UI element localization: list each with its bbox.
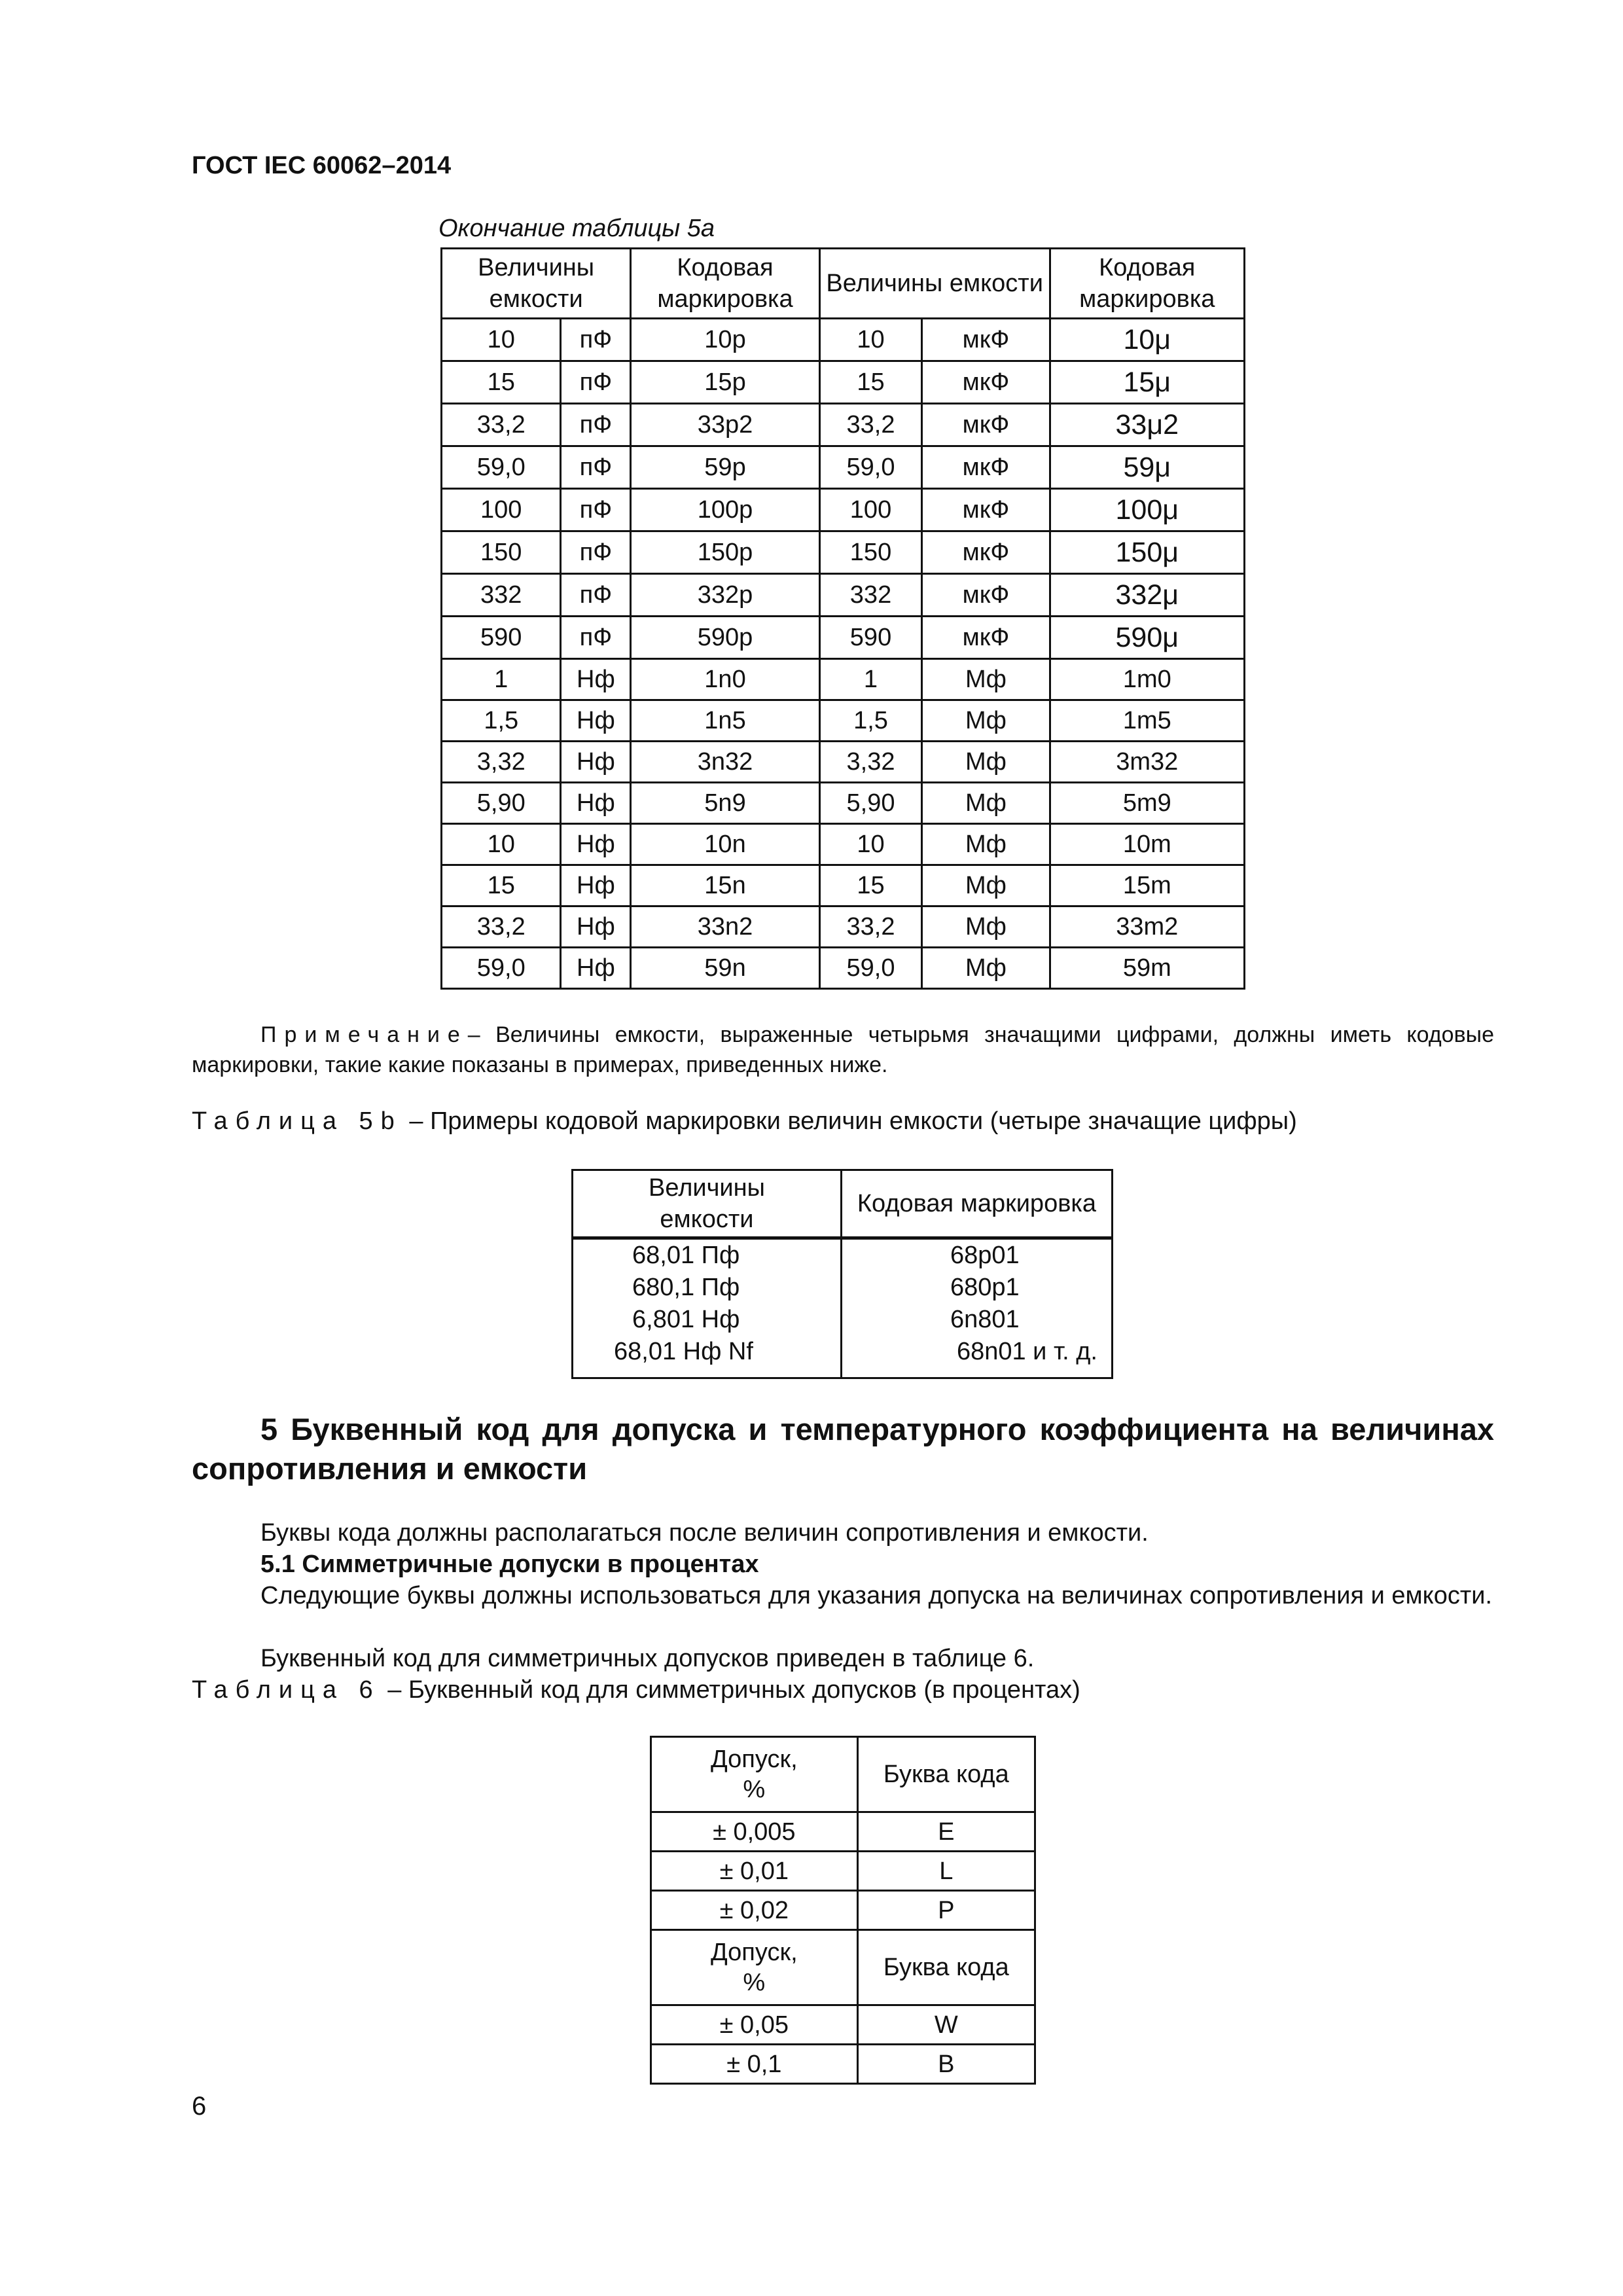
table-5a-cell: 3n32 (631, 742, 819, 783)
table-5a-cell: пФ (561, 361, 631, 404)
table-5a-cell: Нф (561, 659, 631, 700)
table-5a-cell: 15 (819, 865, 922, 906)
table-6-header-tolerance: Допуск, % (651, 1930, 858, 2005)
table-5a-cell: 33p2 (631, 404, 819, 446)
table-5a-row (442, 531, 1245, 574)
table-5a-cell: 100 (442, 489, 561, 531)
table-5a-header-code-1: Кодовая маркировка (631, 249, 819, 319)
table-6-header-row (651, 1737, 1035, 1812)
table-5a-row (442, 446, 1245, 489)
table-5a-cell: 590 (819, 617, 922, 659)
table-5a-row (442, 617, 1245, 659)
table-5a-cell: Нф (561, 783, 631, 824)
table-5a-cell: 332 (442, 574, 561, 617)
table-5a-cell: 590 (442, 617, 561, 659)
table-5a-cell: Нф (561, 824, 631, 865)
table-5a-row (442, 361, 1245, 404)
table-5a-cell: Нф (561, 948, 631, 989)
table-5a-cell: 10 (819, 824, 922, 865)
table-5b-codes-cell (841, 1238, 1112, 1378)
table-5a-cell: Мф (922, 700, 1050, 742)
table-5a-cell: пФ (561, 446, 631, 489)
table-5a-cell: 3m32 (1050, 742, 1244, 783)
table-6-row (651, 2005, 1035, 2045)
table-5a-header-code-2: Кодовая маркировка (1050, 249, 1244, 319)
table-5a-cell: 590μ (1050, 617, 1244, 659)
table-5a-row (442, 319, 1245, 361)
table-5a-header-values-2: Величины емкости (819, 249, 1050, 319)
table-5a-cell: 10 (442, 824, 561, 865)
table-5a-cell: 5,90 (442, 783, 561, 824)
table-5a-cell: пФ (561, 574, 631, 617)
table-5b-caption-text: – Примеры кодовой маркировки величин емкости (четыре значащие цифры) (409, 1107, 1297, 1135)
table-5a-header-values-1: Величины емкости (442, 249, 631, 319)
table-6-row (651, 2045, 1035, 2084)
table-5a-cell: 1n5 (631, 700, 819, 742)
table-5a-cell: 1 (442, 659, 561, 700)
table-5b-values-cell (573, 1238, 842, 1378)
table-5a-cell: пФ (561, 404, 631, 446)
table-5a-cell: 5n9 (631, 783, 819, 824)
table-5a-cell: 10m (1050, 824, 1244, 865)
table-5a-cell: 100p (631, 489, 819, 531)
table-5a-row (442, 659, 1245, 700)
table-5a-row (442, 948, 1245, 989)
table-5b-header-code: Кодовая маркировка (841, 1170, 1112, 1238)
table-5a-cell: 33,2 (442, 906, 561, 948)
table-5a-cell: 5m9 (1050, 783, 1244, 824)
note-paragraph (192, 1020, 1494, 1080)
table-5a-cell: 15n (631, 865, 819, 906)
table-6-caption (192, 1674, 1494, 1706)
table-5a-cell: 3,32 (442, 742, 561, 783)
table-5a-cell: 33,2 (819, 906, 922, 948)
table-5a-cell: Нф (561, 700, 631, 742)
table-5a-cell: 59m (1050, 948, 1244, 989)
table-5a-cell: пФ (561, 319, 631, 361)
table-5b-header-values: Величины емкости (573, 1170, 842, 1238)
table-5a-cell: 59,0 (442, 446, 561, 489)
table-6-cell: B (857, 2045, 1035, 2084)
table-5a-cell: Мф (922, 948, 1050, 989)
table-5a-cell: Мф (922, 824, 1050, 865)
table-5a-cell: 332μ (1050, 574, 1244, 617)
table-5a-row (442, 574, 1245, 617)
table-5a-cell: мкФ (922, 446, 1050, 489)
table-6-caption-text: – Буквенный код для симметричных допусков (в процентах) (387, 1676, 1080, 1704)
table-6-header-letter: Буква кода (857, 1930, 1035, 2005)
table-5a-cell: 150 (819, 531, 922, 574)
page-number: 6 (192, 2092, 207, 2121)
section-5-1-paragraph-1: Следующие буквы должны использоваться для указания допуска на величинах сопротивления и емкости. (260, 1582, 1493, 1609)
table-5a-cell: 332 (819, 574, 922, 617)
table-5a-cell: 3,32 (819, 742, 922, 783)
table-5a-row (442, 783, 1245, 824)
table-5a-row (442, 489, 1245, 531)
table-5a-cell: 33,2 (442, 404, 561, 446)
table-6 (650, 1736, 1036, 2085)
table-5a-cell: 332p (631, 574, 819, 617)
table-5a-cell: 150p (631, 531, 819, 574)
table-5a-caption: Окончание таблицы 5а (438, 215, 715, 242)
table-5a-cell: 150μ (1050, 531, 1244, 574)
table-6-header-row (651, 1930, 1035, 2005)
table-6-cell: ± 0,01 (651, 1852, 858, 1891)
table-5a-cell: 15 (442, 361, 561, 404)
table-5a-cell: 33μ2 (1050, 404, 1244, 446)
table-5a-cell: мкФ (922, 319, 1050, 361)
table-5a-cell: мкФ (922, 531, 1050, 574)
table-5a-cell: мкФ (922, 574, 1050, 617)
table-5b-code: 6n801 (950, 1306, 1020, 1333)
table-5a-cell: 33,2 (819, 404, 922, 446)
table-5b-value: 680,1 Пф (632, 1274, 740, 1301)
table-5a-cell: Нф (561, 865, 631, 906)
table-5a-cell: 59,0 (819, 948, 922, 989)
section-5-heading: 5 Буквенный код для допуска и температурного коэффициента на величинах сопротивления и емкости (192, 1412, 1494, 1486)
table-5a-row (442, 824, 1245, 865)
table-5a-cell: 59,0 (442, 948, 561, 989)
table-6-cell: P (857, 1891, 1035, 1930)
table-5a-cell: 15 (819, 361, 922, 404)
table-5a-cell: 59,0 (819, 446, 922, 489)
table-6-caption-label: Таблица 6 (192, 1676, 381, 1704)
document-header: ГОСТ IEC 60062–2014 (192, 152, 452, 179)
table-5a-cell: мкФ (922, 489, 1050, 531)
table-5b (571, 1169, 1113, 1379)
table-6-cell: E (857, 1812, 1035, 1852)
table-5a-row (442, 404, 1245, 446)
table-5b-value: 68,01 Пф (632, 1242, 740, 1269)
table-5a-cell: 5,90 (819, 783, 922, 824)
table-5a-cell: 10p (631, 319, 819, 361)
table-5a-cell: пФ (561, 489, 631, 531)
table-5a-cell: 1,5 (819, 700, 922, 742)
table-6-row (651, 1852, 1035, 1891)
table-6-cell: W (857, 2005, 1035, 2045)
table-6-cell: L (857, 1852, 1035, 1891)
table-6-cell: ± 0,005 (651, 1812, 858, 1852)
table-5a-row (442, 906, 1245, 948)
table-5a-cell: Мф (922, 742, 1050, 783)
table-5a-cell: Нф (561, 906, 631, 948)
table-5a-cell: 15m (1050, 865, 1244, 906)
section-5-1-heading: 5.1 Симметричные допуски в процентах (260, 1551, 759, 1578)
table-5b-code: 68n01 и т. д. (956, 1338, 1097, 1365)
note-label: Примечание (260, 1022, 468, 1047)
table-5a (440, 247, 1245, 990)
table-5a-cell: Мф (922, 659, 1050, 700)
table-5a-cell: 1n0 (631, 659, 819, 700)
table-5a-cell: Мф (922, 865, 1050, 906)
table-6-cell: ± 0,1 (651, 2045, 858, 2084)
table-5b-caption-label: Таблица 5b (192, 1107, 402, 1135)
table-6-row (651, 1812, 1035, 1852)
section-5-paragraph-1: Буквы кода должны располагаться после величин сопротивления и емкости. (260, 1519, 1149, 1547)
table-5a-cell: 59n (631, 948, 819, 989)
table-5a-cell: 1m0 (1050, 659, 1244, 700)
table-5a-cell: 15p (631, 361, 819, 404)
table-5a-cell: мкФ (922, 617, 1050, 659)
table-6-header-tolerance: Допуск, % (651, 1737, 858, 1812)
table-6-header-letter: Буква кода (857, 1737, 1035, 1812)
table-5a-cell: Мф (922, 906, 1050, 948)
table-5b-caption (192, 1107, 1297, 1136)
table-5a-cell: 150 (442, 531, 561, 574)
note-dash: – (467, 1022, 480, 1047)
table-5a-cell: пФ (561, 617, 631, 659)
table-5a-cell: мкФ (922, 361, 1050, 404)
table-6-cell: ± 0,05 (651, 2005, 858, 2045)
table-5a-row (442, 865, 1245, 906)
table-5a-cell: 59μ (1050, 446, 1244, 489)
table-5a-cell: 59p (631, 446, 819, 489)
table-5a-cell: 10μ (1050, 319, 1244, 361)
note-text: Величины емкости, выраженные четырьмя значащими цифрами, должны иметь кодовые маркировки, такие какие показаны в примерах, приведенных ниже. (192, 1022, 1494, 1077)
table-6-cell: ± 0,02 (651, 1891, 858, 1930)
table-5a-cell: 15μ (1050, 361, 1244, 404)
section-5-1-paragraph-2: Буквенный код для симметричных допусков приведен в таблице 6. (260, 1645, 1035, 1672)
table-5b-value: 68,01 Нф Nf (614, 1338, 753, 1365)
table-5a-cell: Нф (561, 742, 631, 783)
table-6-row (651, 1891, 1035, 1930)
table-5a-cell: 1 (819, 659, 922, 700)
table-5a-cell: Мф (922, 783, 1050, 824)
table-5a-cell: 1,5 (442, 700, 561, 742)
table-5a-row (442, 742, 1245, 783)
table-5a-cell: 10 (819, 319, 922, 361)
table-5a-cell: 33n2 (631, 906, 819, 948)
table-5a-row (442, 700, 1245, 742)
table-5a-cell: 10 (442, 319, 561, 361)
table-5a-cell: 33m2 (1050, 906, 1244, 948)
table-5a-cell: 1m5 (1050, 700, 1244, 742)
table-5a-cell: пФ (561, 531, 631, 574)
table-5a-cell: 100μ (1050, 489, 1244, 531)
table-5a-cell: 10n (631, 824, 819, 865)
table-5a-cell: 590p (631, 617, 819, 659)
table-5a-cell: мкФ (922, 404, 1050, 446)
table-5b-code: 68p01 (950, 1242, 1020, 1269)
table-5b-value: 6,801 Нф (632, 1306, 740, 1333)
table-5b-code: 680p1 (950, 1274, 1020, 1301)
table-5a-cell: 15 (442, 865, 561, 906)
table-5a-cell: 100 (819, 489, 922, 531)
